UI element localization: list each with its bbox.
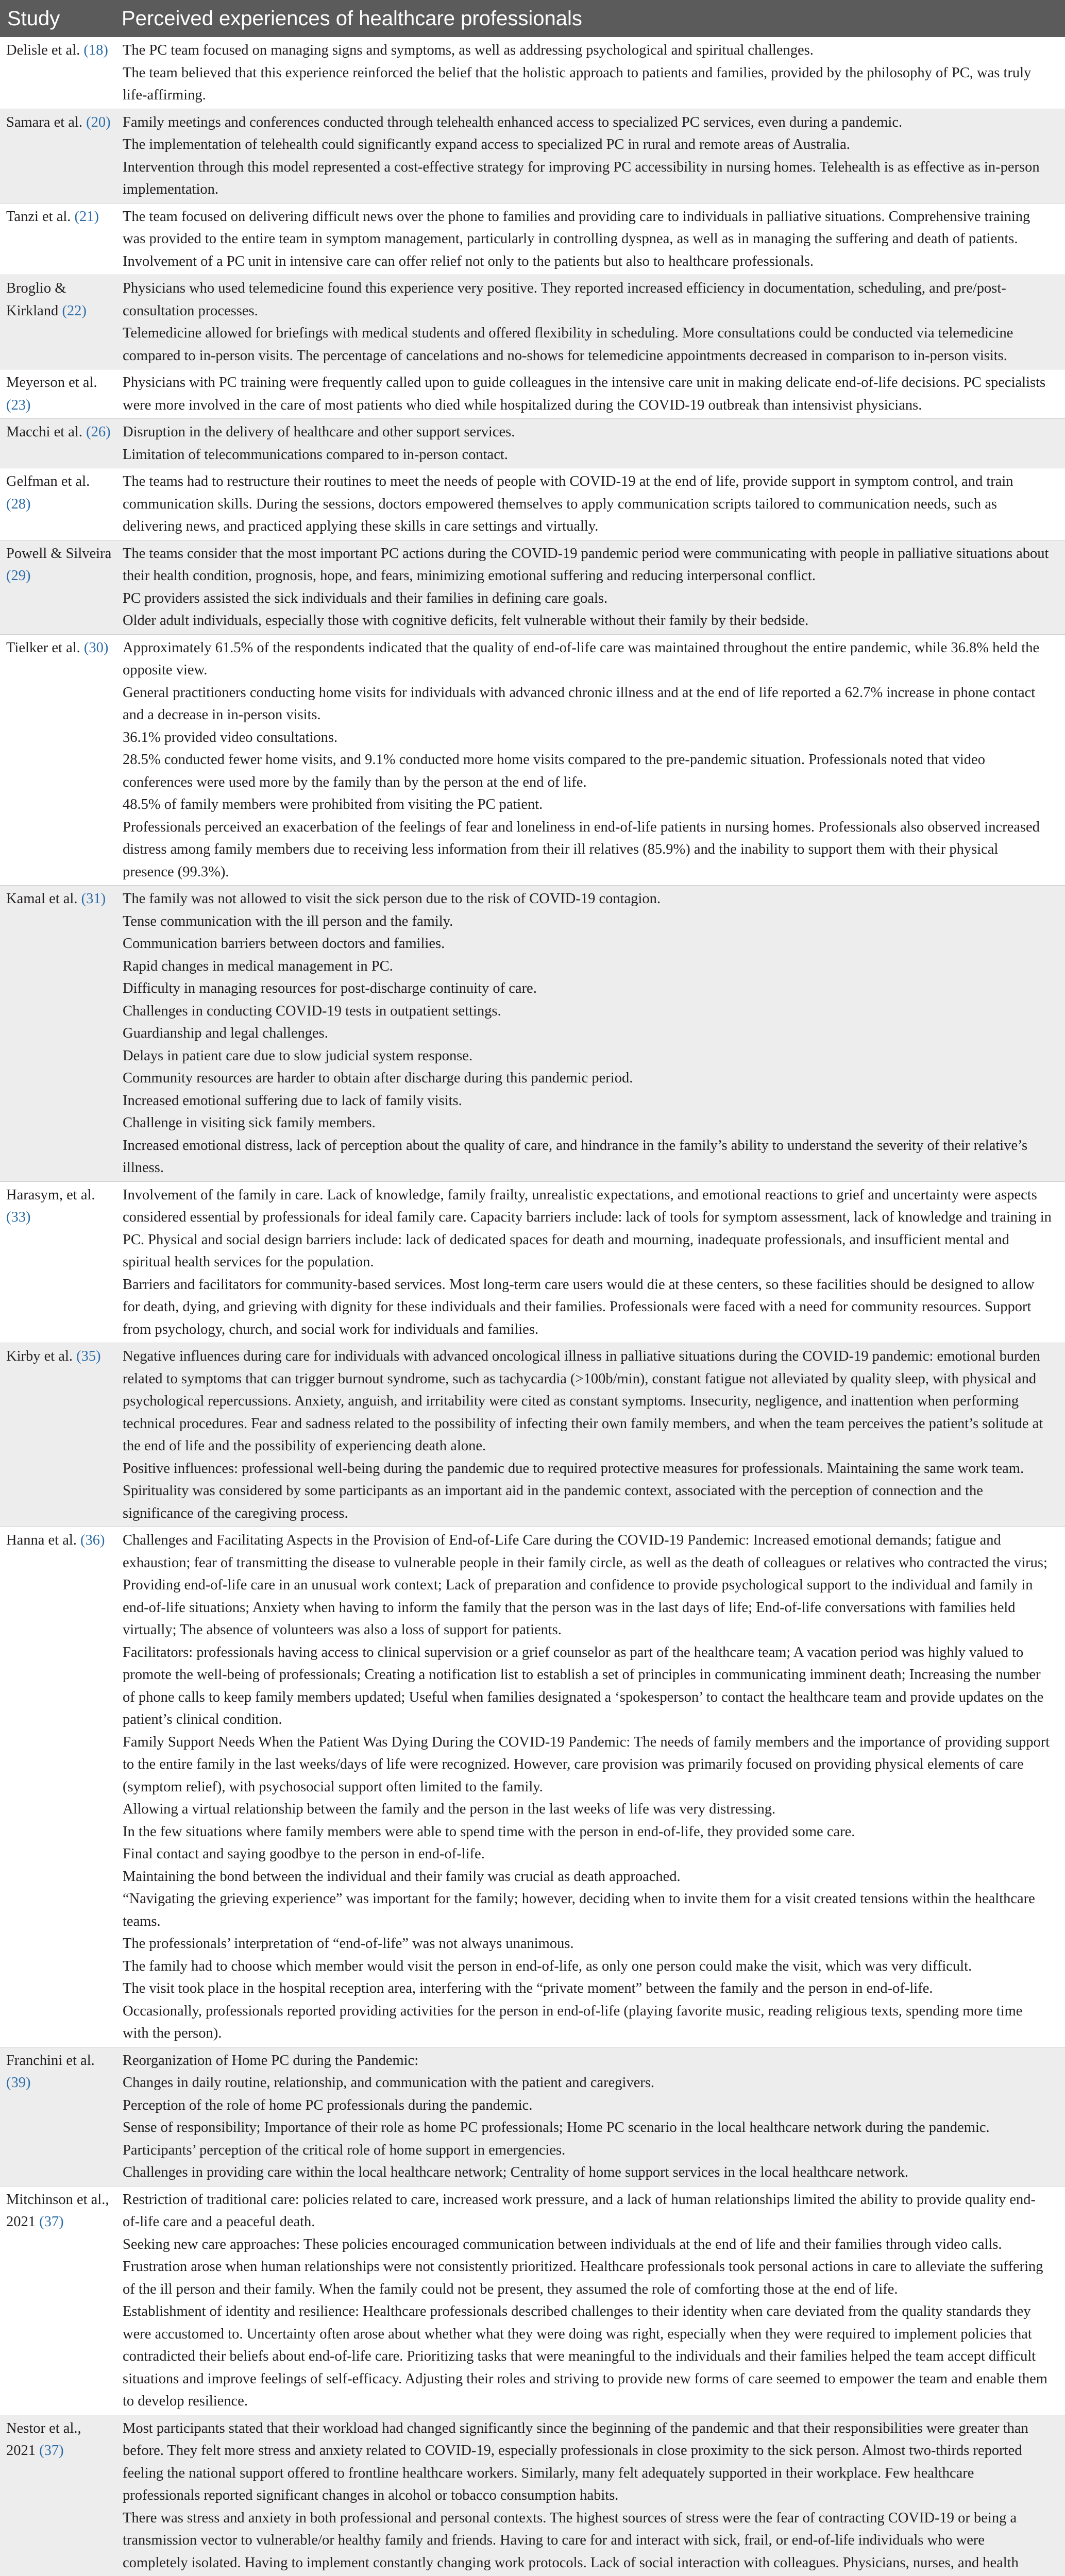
experience-paragraph: Challenge in visiting sick family members. — [123, 1115, 376, 1131]
study-reference-link[interactable]: (39) — [6, 2075, 31, 2091]
experience-cell — [116, 109, 1065, 203]
experience-paragraph: 48.5% of family members were prohibited from visiting the PC patient. — [123, 796, 543, 812]
header-experiences: Perceived experiences of healthcare professionals — [116, 0, 1065, 37]
experience-paragraph: PC providers assisted the sick individuals and their families in defining care goals. — [123, 590, 608, 606]
table-row — [0, 2047, 1065, 2186]
study-reference-link[interactable]: (22) — [62, 302, 87, 319]
experience-cell — [116, 2047, 1065, 2186]
experience-paragraph: Participants’ perception of the critical role of home support in emergencies. — [123, 2142, 566, 2158]
experience-paragraph: Difficulty in managing resources for post-discharge continuity of care. — [123, 980, 537, 996]
experience-paragraph: Delays in patient care due to slow judicial system response. — [123, 1047, 473, 1064]
experience-paragraph: Most participants stated that their workload had changed significantly since the beginning of the pandemic and that their responsibilities were greater than before. They felt more stress and anxiety related to COVID-19, especially professionals in close proximity to the sick person. Almost two-thirds reported feeling the national support offered to frontline healthcare workers. Similarly, many felt adequately supported in their workplace. Few healthcare professionals reported significant changes in alcohol or tobacco consumption habits. — [123, 2420, 1028, 2503]
experience-cell — [116, 369, 1065, 419]
experience-paragraph: Final contact and saying goodbye to the person in end-of-life. — [123, 1846, 485, 1862]
study-cell — [0, 2047, 116, 2186]
experience-paragraph: The implementation of telehealth could significantly expand access to specialized PC in rural and remote areas of Australia. — [123, 137, 850, 152]
experience-paragraph: There was stress and anxiety in both professional and personal contexts. The highest sources of stress were the fear of contracting COVID-19 or being a transmission vector to vulnerable/or healthy family and friends. Having to care for and interact with sick, frail, or end-of-life individuals who were completely isolated. Having to implement constantly changing work protocols. Lack of social interaction with colleagues. Physicians, nurses, and health — [123, 2510, 1019, 2571]
study-cell — [0, 468, 116, 540]
experience-paragraph: Challenges in conducting COVID-19 tests in outpatient settings. — [123, 1003, 501, 1019]
experience-paragraph: The teams consider that the most important PC actions during the COVID-19 pandemic period were communicating with people in palliative situations about their health condition, prognosis, hope, and fears, minimizing emotional suffering and reducing interpersonal conflict. — [123, 545, 1049, 584]
study-reference-link[interactable]: (23) — [6, 397, 31, 413]
experience-paragraph: Perception of the role of home PC professionals during the pandemic. — [123, 2097, 533, 2113]
study-name: Samara et al. — [6, 114, 82, 130]
table-row — [0, 369, 1065, 419]
experience-paragraph: Physicians with PC training were frequently called upon to guide colleagues in the intensive care unit in making delicate end-of-life decisions. PC specialists were more involved in the care of most patients who died while hospitalized during the COVID-19 outbreak than intensivist physicians. — [123, 375, 1046, 413]
study-cell — [0, 37, 116, 109]
study-reference-link[interactable]: (33) — [6, 1209, 31, 1225]
study-name: Meyerson et al. — [6, 375, 97, 391]
table-row — [0, 634, 1065, 886]
experience-cell — [116, 203, 1065, 275]
experience-cell — [116, 540, 1065, 634]
study-reference-link[interactable]: (18) — [83, 42, 108, 58]
experience-paragraph: Community resources are harder to obtain after discharge during this pandemic period. — [123, 1070, 633, 1086]
study-cell — [0, 2415, 116, 2576]
experience-paragraph: Family meetings and conferences conducted through telehealth enhanced access to specialized PC services, even during a pandemic. — [123, 114, 903, 130]
experience-paragraph: Allowing a virtual relationship between the family and the person in the last weeks of life was very distressing. — [123, 1801, 776, 1817]
study-reference-link[interactable]: (30) — [83, 639, 109, 656]
header-row — [0, 0, 1065, 37]
study-name: Broglio & Kirkland — [6, 280, 66, 319]
experience-paragraph: Occasionally, professionals reported providing activities for the person in end-of-life (playing favorite music, reading religious texts, spending more time with the person). — [123, 2003, 1023, 2041]
study-name: Powell & Silveira — [6, 545, 112, 562]
experience-cell — [116, 468, 1065, 540]
experience-paragraph: Increased emotional suffering due to lack of family visits. — [123, 1092, 462, 1109]
experience-cell — [116, 275, 1065, 369]
study-cell — [0, 369, 116, 419]
experience-paragraph: “Navigating the grieving experience” was important for the family; however, deciding when to invite them for a visit created tensions within the healthcare teams. — [123, 1891, 1035, 1929]
table-row — [0, 1343, 1065, 1527]
study-name: Franchini et al. — [6, 2052, 95, 2069]
experience-cell — [116, 37, 1065, 109]
study-cell — [0, 2186, 116, 2415]
experience-cell — [116, 886, 1065, 1182]
study-cell — [0, 886, 116, 1182]
study-name: Gelfman et al. — [6, 473, 90, 489]
experience-paragraph: The family had to choose which member would visit the person in end-of-life, as only one person could make the visit, which was very difficult. — [123, 1958, 972, 1974]
table-row — [0, 886, 1065, 1182]
study-cell — [0, 1343, 116, 1527]
experience-paragraph: Professionals perceived an exacerbation of the feelings of fear and loneliness in end-of-life patients in nursing homes. Professionals also observed increased distress among family members due to receiving less information from their ill relatives (85.9%) and the inability to support them with their physical presence (99.3%). — [123, 819, 1040, 880]
experience-paragraph: Increased emotional distress, lack of perception about the quality of care, and hindrance in the family’s ability to understand the severity of their relative’s illness. — [123, 1137, 1028, 1176]
experience-paragraph: Maintaining the bond between the individual and their family was crucial as death approached. — [123, 1868, 681, 1885]
study-name: Hanna et al. — [6, 1532, 77, 1548]
table-body — [0, 37, 1065, 2576]
experience-paragraph: Approximately 61.5% of the respondents indicated that the quality of end-of-life care was maintained throughout the entire pandemic, while 36.8% held the opposite view. — [123, 639, 1040, 678]
experience-paragraph: Rapid changes in medical management in PC. — [123, 958, 393, 974]
experience-paragraph: The team believed that this experience reinforced the belief that the holistic approach to patients and families, provided by the philosophy of PC, was truly life-affirming. — [123, 64, 1032, 103]
experience-paragraph: Barriers and facilitators for community-based services. Most long-term care users would die at these centers, so these facilities should be designed to allow for death, dying, and grieving with dignity for these individuals and their families. Professionals were faced with a need for community resources. Support from psychology, church, and social work for individuals and families. — [123, 1276, 1035, 1337]
experience-paragraph: The PC team focused on managing signs and symptoms, as well as addressing psychological and spiritual challenges. — [123, 42, 814, 58]
header-study: Study — [0, 0, 116, 37]
study-cell — [0, 1181, 116, 1343]
experience-cell — [116, 1343, 1065, 1527]
experience-paragraph: Involvement of the family in care. Lack of knowledge, family frailty, unrealistic expectations, and emotional reactions to grief and uncertainty were aspects considered essential by professionals for ideal family care. Capacity barriers include: lack of tools for symptom assessment, lack of knowledge and training in PC. Physical and social design barriers include: lack of dedicated spaces for death and mourning, inadequate professionals, and insufficient mental and spiritual health services for the population. — [123, 1187, 1052, 1270]
experience-cell — [116, 1527, 1065, 2047]
experience-paragraph: Positive influences: professional well-being during the pandemic due to required protective measures for professionals. Maintaining the same work team. Spirituality was considered by some participants as an important aid in the pandemic context, associated with the perception of connection and the significance of the caregiving process. — [123, 1460, 1024, 1521]
study-cell — [0, 1527, 116, 2047]
experience-paragraph: Intervention through this model represented a cost-effective strategy for improving PC accessibility in nursing homes. Telehealth is as effective as in-person implementation. — [123, 159, 1040, 197]
experience-paragraph: In the few situations where family members were able to spend time with the person in end-of-life, they provided some care. — [123, 1823, 855, 1840]
experience-cell — [116, 2415, 1065, 2576]
study-name: Macchi et al. — [6, 424, 82, 440]
study-reference-link[interactable]: (28) — [6, 496, 31, 512]
study-name: Tielker et al. — [6, 639, 80, 656]
study-reference-link[interactable]: (37) — [39, 2214, 64, 2230]
study-name: Kirby et al. — [6, 1348, 73, 1364]
study-reference-link[interactable]: (26) — [86, 424, 111, 440]
study-reference-link[interactable]: (31) — [81, 891, 106, 907]
table-row — [0, 1181, 1065, 1343]
study-cell — [0, 540, 116, 634]
experience-paragraph: Communication barriers between doctors and families. — [123, 936, 445, 952]
table-row — [0, 540, 1065, 634]
experience-paragraph: Family Support Needs When the Patient Was Dying During the COVID-19 Pandemic: The needs of family members and the importance of providing support to the entire family in the last weeks/days of life were recognized. However, care provision was primarily focused on providing physical elements of care (symptom relief), with psychosocial support often limited to the family. — [123, 1734, 1050, 1795]
study-reference-link[interactable]: (37) — [39, 2443, 64, 2459]
experience-paragraph: 36.1% provided video consultations. — [123, 729, 338, 745]
experience-paragraph: Sense of responsibility; Importance of their role as home PC professionals; Home PC scenario in the local healthcare network during the pandemic. — [123, 2120, 990, 2136]
study-reference-link[interactable]: (29) — [6, 568, 31, 584]
experience-cell — [116, 419, 1065, 468]
table-row — [0, 37, 1065, 109]
experience-paragraph: Challenges in providing care within the local healthcare network; Centrality of home support services in the local healthcare network. — [123, 2164, 909, 2180]
experience-paragraph: Physicians who used telemedicine found this experience very positive. They reported increased efficiency in documentation, scheduling, and pre/post-consultation processes. — [123, 280, 1006, 319]
table-row — [0, 109, 1065, 203]
study-reference-link[interactable]: (20) — [86, 114, 111, 130]
experience-paragraph: Seeking new care approaches: These policies encouraged communication between individuals at the end of life and their families through video calls. Frustration arose when human relationships were not consistently prioritized. Healthcare professionals took personal actions in care to alleviate the suffering of the ill person and their family. When the family could not be present, they assumed the role of comforting those at the end of life. — [123, 2236, 1043, 2297]
experience-paragraph: Disruption in the delivery of healthcare and other support services. — [123, 424, 515, 440]
table-header — [0, 0, 1065, 37]
experience-paragraph: Facilitators: professionals having access to clinical supervision or a grief counselor as part of the healthcare team; A vacation period was highly valued to promote the well-being of professionals; Creating a notification list to establish a set of principles in communicating imminent death; Increasing the number of phone calls to keep family members updated; Useful when families designated a ‘spokesperson’ to contact the healthcare team and provide updates on the patient’s clinical condition. — [123, 1644, 1044, 1727]
experience-paragraph: Older adult individuals, especially those with cognitive deficits, felt vulnerable without their family by their bedside. — [123, 613, 809, 629]
experience-paragraph: Restriction of traditional care: policies related to care, increased work pressure, and a lack of human relationships limited the ability to provide quality end-of-life care and a peaceful death. — [123, 2191, 1036, 2230]
experience-paragraph: Challenges and Facilitating Aspects in the Provision of End-of-Life Care during the COVID-19 Pandemic: Increased emotional demands; fatigue and exhaustion; fear of transmitting the disease to vulnerable people in their family circle, as well as the death of colleagues or relatives who contracted the virus; Providing end-of-life care in an unusual work context; Lack of preparation and confidence to provide psychological support to the individual and family in end-of-life situations; Anxiety when having to inform the family that the person was in the last days of life; End-of-life conversations with families held virtually; The absence of volunteers was also a loss of support for patients. — [123, 1532, 1047, 1638]
experience-paragraph: Tense communication with the ill person and the family. — [123, 913, 453, 929]
study-cell — [0, 634, 116, 886]
experience-paragraph: The family was not allowed to visit the sick person due to the risk of COVID-19 contagion. — [123, 891, 661, 907]
table-row — [0, 203, 1065, 275]
study-reference-link[interactable]: (35) — [76, 1348, 101, 1364]
experience-paragraph: The visit took place in the hospital reception area, interfering with the “private moment” between the family and the person in end-of-life. — [123, 1980, 933, 1996]
experience-paragraph: Guardianship and legal challenges. — [123, 1025, 328, 1041]
study-name: Nestor et al., 2021 — [6, 2420, 81, 2459]
experience-cell — [116, 634, 1065, 886]
table-row — [0, 275, 1065, 369]
study-reference-link[interactable]: (36) — [80, 1532, 105, 1548]
table-row — [0, 468, 1065, 540]
experience-paragraph: Telemedicine allowed for briefings with medical students and offered flexibility in scheduling. More consultations could be conducted via telemedicine compared to in-person visits. The percentage of cancelations and no-shows for telemedicine appointments decreased in comparison to in-person visits. — [123, 325, 1013, 364]
study-name: Tanzi et al. — [6, 208, 71, 225]
study-name: Harasym, et al. — [6, 1187, 95, 1203]
experience-paragraph: Reorganization of Home PC during the Pandemic: — [123, 2052, 419, 2069]
table-row — [0, 2415, 1065, 2576]
experience-paragraph: The teams had to restructure their routines to meet the needs of people with COVID-19 at the end of life, provide support in symptom control, and train communication skills. During the sessions, doctors empowered themselves to apply communication scripts tailored to communication needs, such as delivering news, and practiced applying these skills in care settings and virtually. — [123, 473, 1013, 534]
experience-cell — [116, 2186, 1065, 2415]
study-name: Delisle et al. — [6, 42, 80, 58]
study-name: Kamal et al. — [6, 891, 78, 907]
study-name: Mitchinson et al., 2021 — [6, 2191, 109, 2230]
study-cell — [0, 203, 116, 275]
experience-paragraph: The team focused on delivering difficult news over the phone to families and providing care to individuals in palliative situations. Comprehensive training was provided to the entire team in symptom management, particularly in controlling dyspnea, as well as in managing the suffering and death of patients. Involvement of a PC unit in intensive care can offer relief not only to the patients but also to healthcare professionals. — [123, 208, 1030, 269]
table-row — [0, 419, 1065, 468]
study-cell — [0, 275, 116, 369]
study-reference-link[interactable]: (21) — [74, 208, 99, 225]
experience-paragraph: Establishment of identity and resilience: Healthcare professionals described challenges to their identity when care deviated from the quality standards they were accustomed to. Uncertainty often arose about whether what they were doing was right, especially when they were required to implement policies that contradicted their beliefs about end-of-life care. Prioritizing tasks that were meaningful to the individuals and their families helped the team accept difficult situations and improve feelings of self-efficacy. Adjusting their roles and striving to provide new forms of care seemed to empower the team and enable them to develop resilience. — [123, 2303, 1047, 2409]
table-row — [0, 1527, 1065, 2047]
study-cell — [0, 419, 116, 468]
experience-paragraph: General practitioners conducting home visits for individuals with advanced chronic illness and at the end of life reported a 62.7% increase in phone contact and a decrease in in-person visits. — [123, 684, 1036, 723]
experience-paragraph: Negative influences during care for individuals with advanced oncological illness in palliative situations during the COVID-19 pandemic: emotional burden related to symptoms that can trigger burnout syndrome, such as tachycardia (>100b/min), constant fatigue not alleviated by quality sleep, with physical and psychological repercussions. Anxiety, anguish, and irritability were cited as constant symptoms. Insecurity, negligence, and inattention when performing technical procedures. Fear and sadness related to the possibility of infecting their own family members, and when the team perceives the patient’s solitude at the end of life and the possibility of experiencing death alone. — [123, 1348, 1043, 1454]
experience-paragraph: Changes in daily routine, relationship, and communication with the patient and caregivers. — [123, 2075, 655, 2091]
experience-paragraph: 28.5% conducted fewer home visits, and 9.1% conducted more home visits compared to the pre-pandemic situation. Professionals noted that video conferences were used more by the family than by the person at the end of life. — [123, 752, 985, 790]
experience-cell — [116, 1181, 1065, 1343]
experience-paragraph: Limitation of telecommunications compared to in-person contact. — [123, 446, 508, 463]
experience-paragraph: The professionals’ interpretation of “end-of-life” was not always unanimous. — [123, 1936, 574, 1952]
study-cell — [0, 109, 116, 203]
table-row — [0, 2186, 1065, 2415]
